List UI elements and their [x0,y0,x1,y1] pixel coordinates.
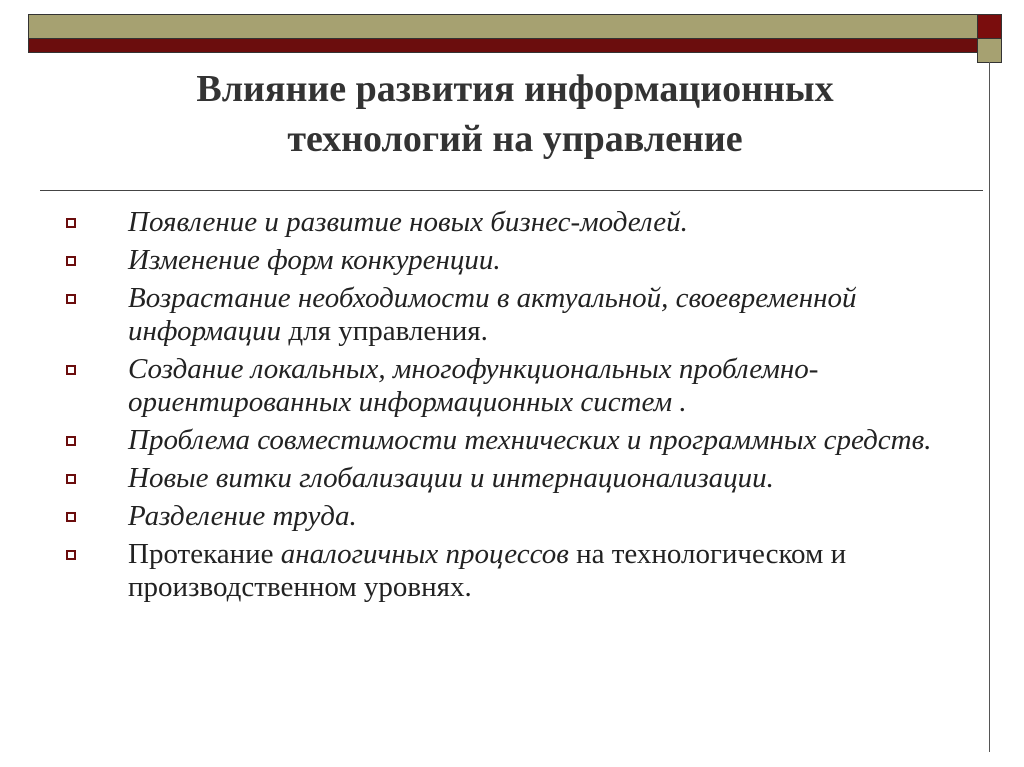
slide-title [100,64,930,164]
slide-title-line-2: технологий на управление [287,118,743,160]
bullet-text: аналогичных процессов [280,538,569,570]
corner-olive-square [977,38,1002,63]
bullet-list [60,206,960,609]
hollow-square-bullet-icon [66,436,76,446]
bullet-item [60,244,960,277]
bullet-text: на технологическом и производственном уровнях. [128,538,847,603]
hollow-square-bullet-icon [66,365,76,375]
hollow-square-bullet-icon [66,512,76,522]
bullet-item [60,500,960,533]
bullet-text: для управления. [281,315,488,347]
bullet-item [60,206,960,239]
hollow-square-bullet-icon [66,550,76,560]
bullet-text: Появление и развитие новых бизнес-моделей. [128,206,688,238]
bullet-item [60,424,960,457]
corner-maroon-square [977,14,1002,39]
vertical-accent-line [989,62,990,752]
bullet-text: Разделение труда. [128,500,357,532]
hollow-square-bullet-icon [66,256,76,266]
bullet-text: Новые витки глобализации и интернационализации. [128,462,774,494]
bullet-text: Проблема совместимости технических и программных средств. [128,424,932,456]
bullet-text: Возрастание необходимости в актуальной, своевременной информации [128,282,857,347]
bullet-text: Создание локальных, многофункциональных проблемно-ориентированных информационных систем . [128,353,819,418]
hollow-square-bullet-icon [66,474,76,484]
title-divider [40,190,983,191]
bullet-text: Изменение форм конкуренции. [128,244,501,276]
hollow-square-bullet-icon [66,294,76,304]
slide-title-line-1: Влияние развития информационных [196,68,834,110]
bullet-item [60,353,960,419]
bullet-item [60,462,960,495]
top-maroon-bar [28,38,978,53]
bullet-item [60,538,960,604]
bullet-item [60,282,960,348]
bullet-text: Протекание [128,538,281,570]
top-olive-bar [28,14,978,39]
hollow-square-bullet-icon [66,218,76,228]
